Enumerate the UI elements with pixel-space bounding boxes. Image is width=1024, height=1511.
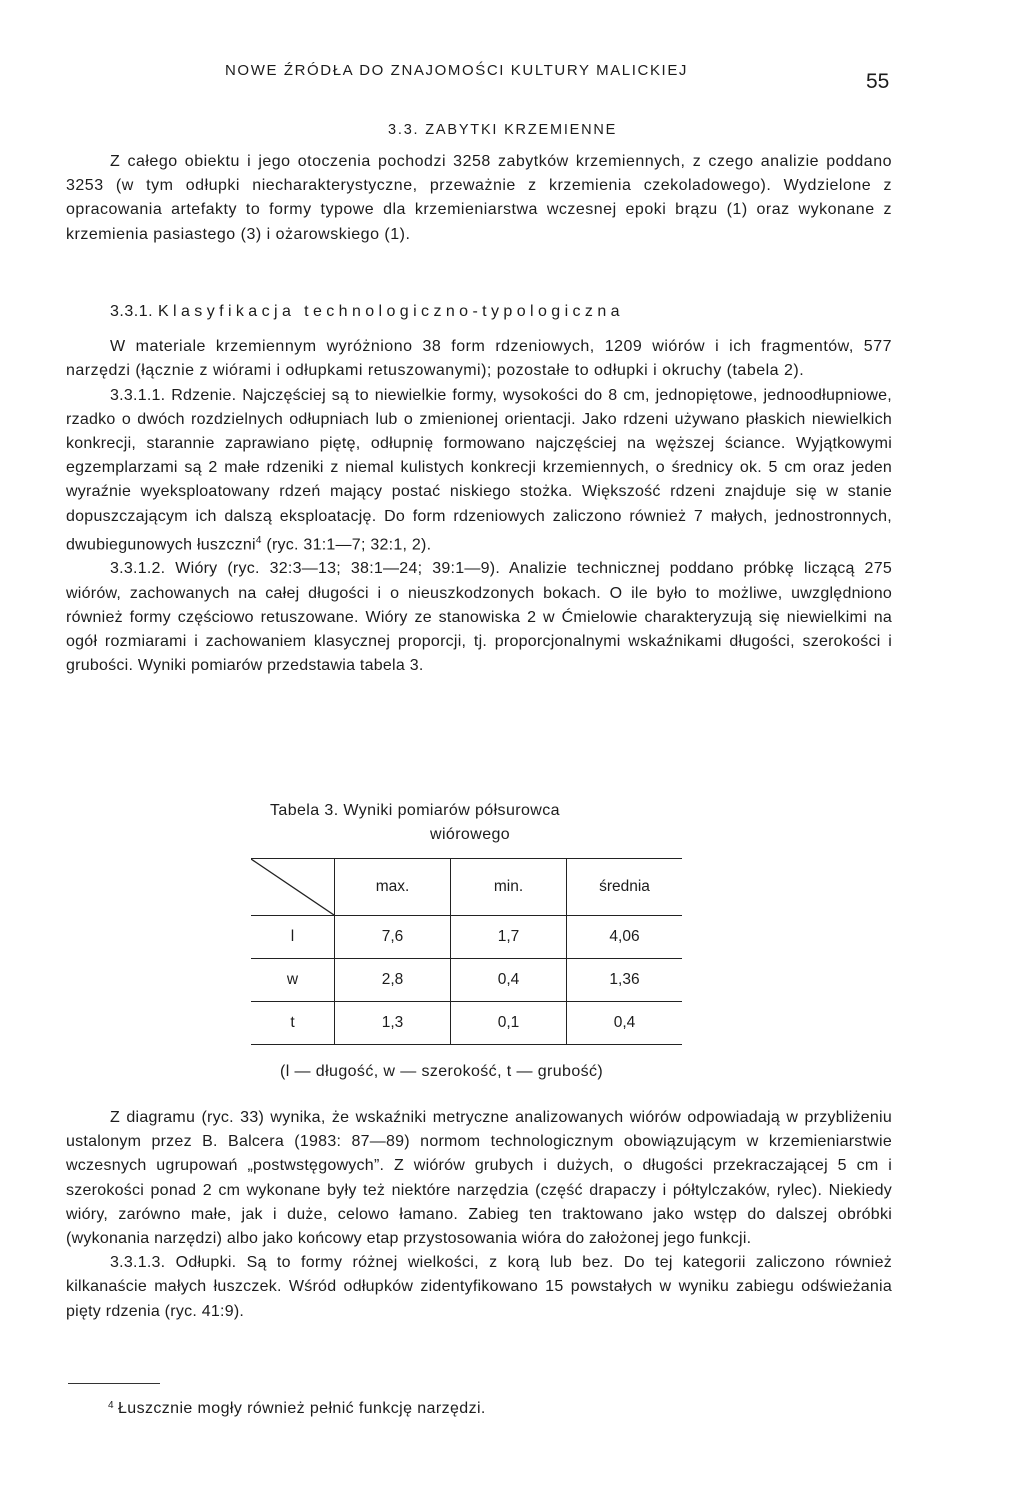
table-cell: 0,4 (567, 1002, 683, 1045)
page-number: 55 (866, 70, 890, 93)
footnote-ref: 4 (255, 534, 262, 546)
table-caption-line2: wiórowego (430, 826, 511, 843)
table-legend: (l — długość, w — szerokość, t — grubość) (280, 1063, 604, 1080)
paragraph-diagram: Z diagramu (ryc. 33) wynika, że wskaźniki metryczne analizowanych wiórów odpowiadają w przybliżeniu ustalonym przez B. Balcera (1983: 87—89) normom technologicznym obowiązującym w krzemieniarstwie wczesnych ugrupowań „postwstęgowych”. Z wiórów grubych i dużych, o długości przekraczającej 5 cm i szerokości ponad 2 cm wykonane były też niektóre narzędzia (część drapaczy i półtylczaków, rylec). Niekiedy wióry, zarówno małe, jak i duże, celowo łamano. Zabieg ten traktowano jako wstęp do dalszej obróbki (wykonania narzędzi) albo jako końcowy etap przystosowania wióra do założonej jego funkcji. (66, 1109, 892, 1248)
table-cell: 2,8 (335, 959, 451, 1002)
footnote (108, 1400, 486, 1418)
section-heading: 3.3. ZABYTKI KRZEMIENNE (388, 122, 618, 138)
subsection-block (66, 300, 892, 678)
row-label: l (251, 916, 335, 959)
paragraph-cores (66, 384, 892, 558)
intro-block (66, 150, 892, 247)
cores-text: 3.3.1.1. Rdzenie. Najczęściej są to niewielkie formy, wysokości do 8 cm, jednopiętowe, jednoodłupniowe, rzadko o dwóch rozdzielnych odłupniach lub o zmienionej orientacji. Jako rdzeni używano płaskich niewielkich konkrecji, starannie zaprawiano piętę, odłupnię formowano najczęściej na węższej ściance. Wyjątkowymi egzemplarzami są 2 małe rdzeniki z niemal kulistych konkrecji krzemiennych, o średnicy ok. 5 cm oraz jeden wyraźnie wyeksploatowany rdzeń mający postać niskiego stożka. Większość rdzeni znajduje się w stanie dopuszczającym ich dalszą eksploatację. Do form rdzeniowych zaliczono również 7 małych, jednostronnych, dwubiegunowych łuszczni (66, 386, 892, 554)
table-cell: 1,3 (335, 1002, 451, 1045)
cores-text-end: (ryc. 31:1—7; 32:1, 2). (261, 536, 432, 554)
table-header-row (251, 859, 682, 916)
measurements-table (251, 858, 682, 1045)
column-header: min. (451, 859, 567, 916)
table-corner-cell (251, 859, 335, 916)
row-label: t (251, 1002, 335, 1045)
paragraph-blades: 3.3.1.2. Wióry (ryc. 32:3—13; 38:1—24; 39:1—9). Analizie technicznej poddano próbkę liczącą 275 wiórów, zachowanych na całej długości i o nieuszkodzonych bokach. O ile było to możliwe, uwzględniono również formy częściowo retuszowane. Wióry ze stanowiska 2 w Ćmielowie charakteryzują się niewielkimi na ogół rozmiarami i zachowaniem klasycznej proporcji, tj. proporcjonalnymi wskaźnikami długości, szerokości i grubości. Wyniki pomiarów przedstawia tabela 3. (66, 560, 892, 675)
table-cell: 0,4 (451, 959, 567, 1002)
paragraph-flakes: 3.3.1.3. Odłupki. Są to formy różnej wielkości, z korą lub bez. Do tej kategorii zaliczono również kilkanaście małych łuszczek. Wśród odłupków zidentyfikowano 15 powstałych w wyniku zabiegu odświeżania pięty rdzenia (ryc. 41:9). (66, 1254, 892, 1320)
column-header: max. (335, 859, 451, 916)
after-table-block (66, 1106, 892, 1324)
table-cell: 4,06 (567, 916, 683, 959)
table-row (251, 959, 682, 1002)
table-row (251, 1002, 682, 1045)
table-cell: 7,6 (335, 916, 451, 959)
table-row (251, 916, 682, 959)
table-cell: 1,7 (451, 916, 567, 959)
footnote-text: Łuszcznie mogły również pełnić funkcję narzędzi. (117, 1400, 486, 1417)
column-header: średnia (567, 859, 683, 916)
footnote-marker: 4 (108, 1400, 114, 1411)
footnote-rule (68, 1383, 160, 1384)
table-caption-line1: Tabela 3. Wyniki pomiarów półsurowca (270, 802, 560, 819)
subsection-number: 3.3.1. (110, 303, 154, 320)
subsection-heading (66, 300, 892, 324)
row-label: w (251, 959, 335, 1002)
running-head: NOWE ŹRÓDŁA DO ZNAJOMOŚCI KULTURY MALICKIEJ (225, 62, 689, 79)
table-cell: 1,36 (567, 959, 683, 1002)
subsection-title: Klasyfikacja technologiczno-typologiczna (157, 303, 624, 320)
diagonal-rule (251, 859, 334, 915)
table-caption (270, 799, 630, 847)
paragraph-materials: W materiale krzemiennym wyróżniono 38 form rdzeniowych, 1209 wiórów i ich fragmentów, 577 narzędzi (łącznie z wiórami i odłupkami retuszowanymi); pozostałe to odłupki i okruchy (tabela 2). (66, 338, 892, 380)
table-cell: 0,1 (451, 1002, 567, 1045)
intro-paragraph: Z całego obiektu i jego otoczenia pochodzi 3258 zabytków krzemiennych, z czego analizie poddano 3253 (w tym odłupki niecharakterystyczne, przeważnie z krzemienia czekoladowego). Wydzielone z opracowania artefakty to formy typowe dla krzemieniarstwa wczesnej epoki brązu (1) oraz wykonane z krzemienia pasiastego (3) i ożarowskiego (1). (66, 153, 892, 243)
